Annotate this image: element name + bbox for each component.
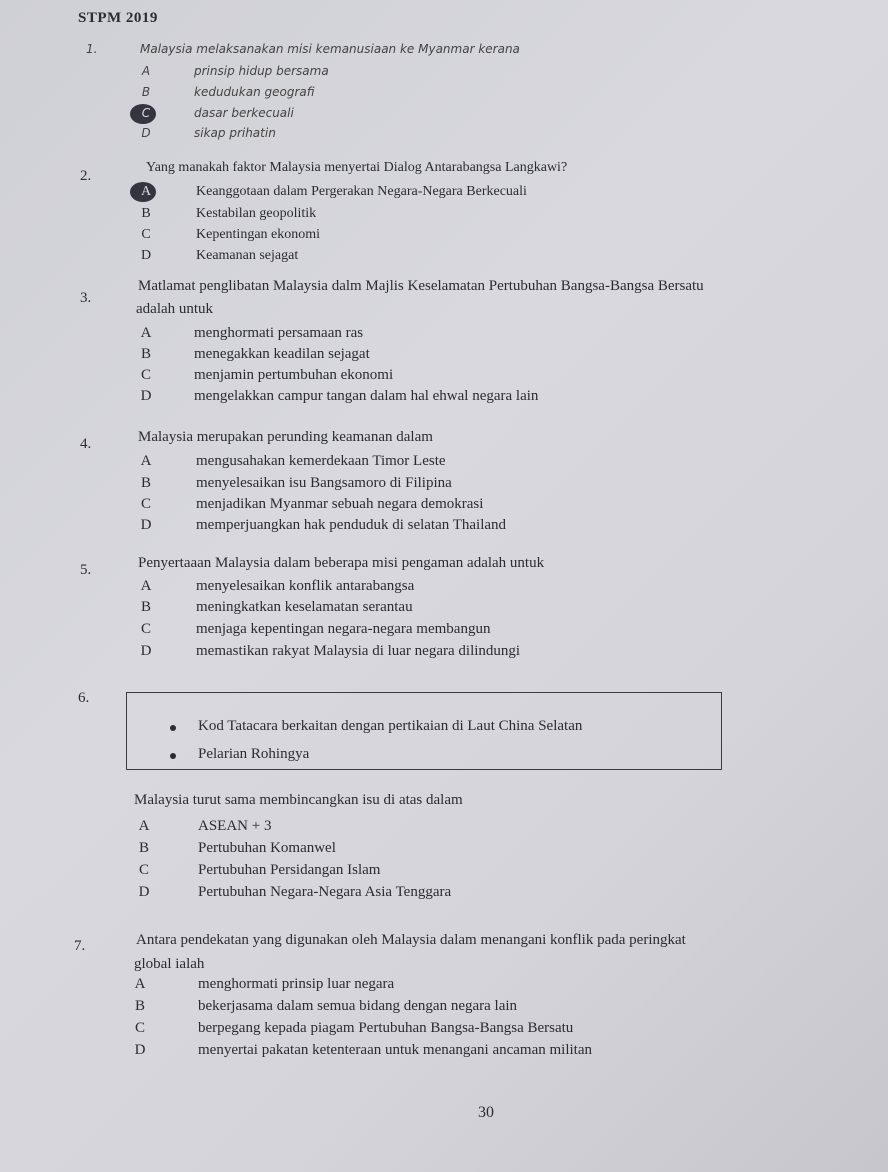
option-text: menjamin pertumbuhan ekonomi bbox=[194, 367, 394, 383]
option-text: menyelesaikan isu Bangsamoro di Filipina bbox=[196, 475, 452, 491]
option-letter: C bbox=[140, 621, 151, 637]
option-letter: A bbox=[140, 325, 152, 341]
bullet-dot-icon bbox=[170, 753, 176, 759]
question-number: 5. bbox=[80, 562, 92, 578]
option-letter: B bbox=[140, 346, 151, 362]
option-letter: A bbox=[138, 818, 150, 834]
option-text: menghormati prinsip luar negara bbox=[198, 976, 395, 992]
option-text: ASEAN + 3 bbox=[198, 818, 272, 834]
option-letter: D bbox=[138, 884, 150, 900]
option-text: bekerjasama dalam semua bidang dengan negara lain bbox=[198, 998, 518, 1014]
option-letter: D bbox=[140, 517, 152, 533]
option-text: dasar berkecuali bbox=[194, 106, 294, 120]
option-letter: C bbox=[138, 862, 149, 878]
question-stem: Yang manakah faktor Malaysia menyertai Dialog Antarabangsa Langkawi? bbox=[146, 160, 568, 175]
question-number: 7. bbox=[74, 938, 86, 954]
option-text: menyertai pakatan ketenteraan untuk menangani ancaman militan bbox=[198, 1042, 592, 1058]
option-text: Pertubuhan Komanwel bbox=[198, 840, 336, 856]
option-letter: A bbox=[140, 578, 152, 594]
option-letter: C bbox=[134, 1020, 145, 1036]
option-letter: A bbox=[141, 64, 151, 78]
option-letter: D bbox=[141, 126, 151, 140]
option-text: meningkatkan keselamatan serantau bbox=[196, 599, 413, 615]
option-text: sikap prihatin bbox=[194, 126, 276, 140]
option-letter: A bbox=[140, 453, 152, 469]
question-stem: adalah untuk bbox=[136, 301, 214, 317]
option-letter: A bbox=[140, 184, 152, 199]
option-text: menghormati persamaan ras bbox=[194, 325, 364, 341]
option-text: memperjuangkan hak penduduk di selatan Thailand bbox=[196, 517, 507, 533]
bullet-text: Kod Tatacara berkaitan dengan pertikaian di Laut China Selatan bbox=[198, 718, 583, 734]
question-stem: Malaysia turut sama membincangkan isu di atas dalam bbox=[134, 792, 463, 808]
exam-header: STPM 2019 bbox=[78, 10, 158, 26]
option-text: menjadikan Myanmar sebuah negara demokrasi bbox=[196, 496, 484, 512]
question-number: 4. bbox=[80, 436, 92, 452]
option-letter: D bbox=[140, 388, 152, 404]
question-number: 1. bbox=[86, 42, 98, 56]
option-text: mengelakkan campur tangan dalam hal ehwal negara lain bbox=[194, 388, 539, 404]
option-text: Kestabilan geopolitik bbox=[196, 206, 317, 221]
question-stem: global ialah bbox=[134, 956, 205, 972]
bullet-text: Pelarian Rohingya bbox=[198, 746, 310, 762]
option-letter: B bbox=[140, 475, 151, 491]
option-text: memastikan rakyat Malaysia di luar negara dilindungi bbox=[196, 643, 521, 659]
option-text: Pertubuhan Negara-Negara Asia Tenggara bbox=[198, 884, 452, 900]
option-text: kedudukan geografi bbox=[194, 85, 315, 99]
option-text: mengusahakan kemerdekaan Timor Leste bbox=[196, 453, 446, 469]
option-letter: C bbox=[141, 106, 151, 120]
option-text: menyelesaikan konflik antarabangsa bbox=[196, 578, 415, 594]
option-letter: A bbox=[134, 976, 146, 992]
question-stem: Antara pendekatan yang digunakan oleh Malaysia dalam menangani konflik pada peringkat bbox=[136, 932, 686, 948]
option-letter: C bbox=[140, 496, 151, 512]
question-stem: Malaysia merupakan perunding keamanan dalam bbox=[138, 429, 433, 445]
option-text: menegakkan keadilan sejagat bbox=[194, 346, 370, 362]
option-letter: B bbox=[141, 206, 151, 221]
option-text: berpegang kepada piagam Pertubuhan Bangsa-Bangsa Bersatu bbox=[198, 1020, 574, 1036]
question-stem: Penyertaaan Malaysia dalam beberapa misi pengaman adalah untuk bbox=[138, 555, 545, 571]
option-letter: D bbox=[140, 643, 152, 659]
option-letter: B bbox=[138, 840, 149, 856]
option-letter: D bbox=[134, 1042, 146, 1058]
option-letter: C bbox=[141, 227, 151, 242]
option-text: Keanggotaan dalam Pergerakan Negara-Negara Berkecuali bbox=[196, 184, 527, 199]
option-letter: B bbox=[141, 85, 151, 99]
option-letter: D bbox=[140, 248, 152, 263]
question-number: 3. bbox=[80, 290, 92, 306]
option-text: menjaga kepentingan negara-negara membangun bbox=[196, 621, 491, 637]
question-number: 2. bbox=[80, 168, 92, 184]
option-text: Kepentingan ekonomi bbox=[196, 227, 321, 242]
option-letter: B bbox=[140, 599, 151, 615]
question-number: 6. bbox=[78, 690, 90, 706]
option-letter: C bbox=[140, 367, 151, 383]
question-stem: Matlamat penglibatan Malaysia dalm Majlis Keselamatan Pertubuhan Bangsa-Bangsa Bersatu bbox=[138, 278, 704, 294]
page-number: 30 bbox=[478, 1104, 494, 1121]
bullet-dot-icon bbox=[170, 725, 176, 731]
option-letter: B bbox=[134, 998, 145, 1014]
option-text: Pertubuhan Persidangan Islam bbox=[198, 862, 381, 878]
option-text: prinsip hidup bersama bbox=[194, 64, 329, 78]
question-stem: Malaysia melaksanakan misi kemanusiaan ke Myanmar kerana bbox=[140, 42, 520, 56]
option-text: Keamanan sejagat bbox=[196, 248, 299, 263]
